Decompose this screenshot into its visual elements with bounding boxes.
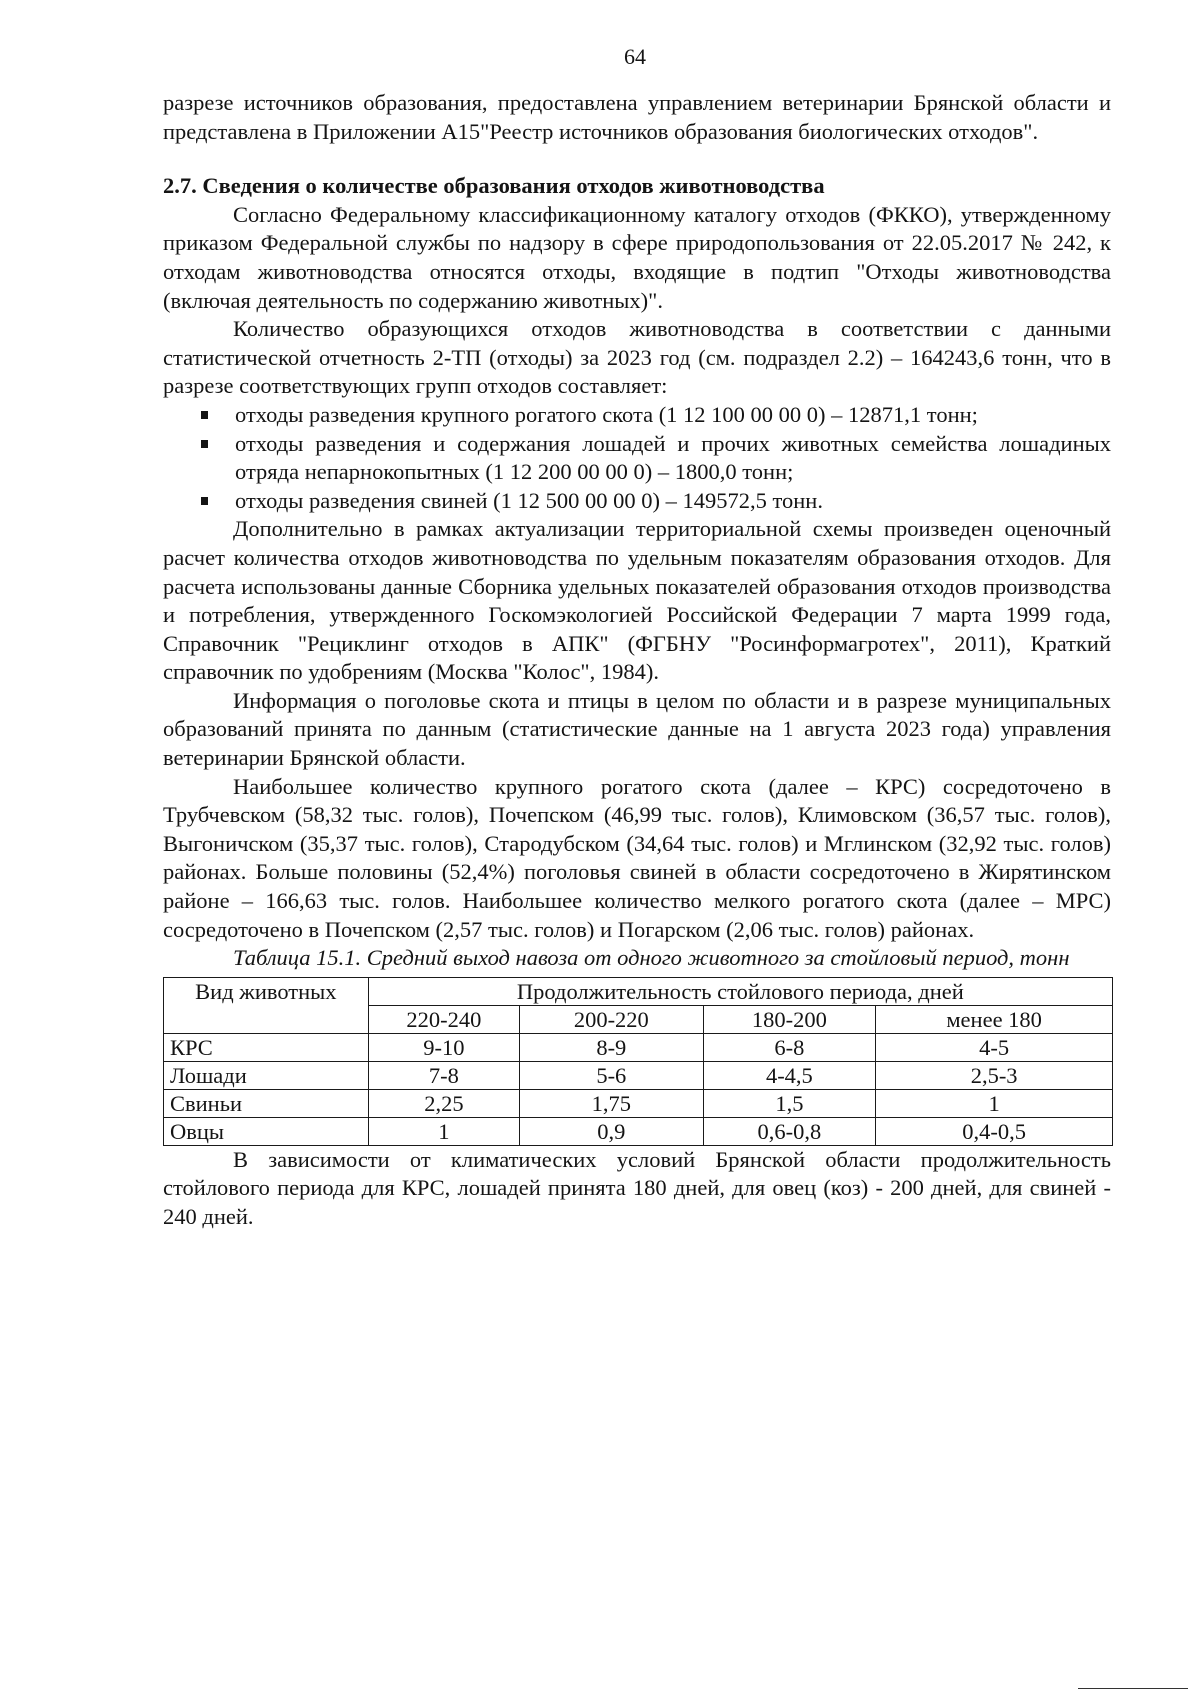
- table-row: [164, 1061, 1113, 1089]
- bullet-icon: [201, 497, 208, 505]
- page-content: [163, 89, 1111, 1232]
- paragraph-fkko: Согласно Федеральному классификационному каталогу отходов (ФККО), утвержденному приказом Федеральной службы по надзору в сфере природопользования от 22.05.2017 № 242, к отходам животноводства относятся отходы, входящие в подтип "Отходы животноводства (включая деятельность по содержанию животных)".: [163, 201, 1111, 313]
- list-item-text: отходы разведения крупного рогатого скота (1 12 100 00 00 0) – 12871,1 тонн;: [235, 401, 978, 427]
- table-cell: 1: [876, 1089, 1113, 1117]
- table-cell: КРС: [164, 1033, 369, 1061]
- table-header-cell: 180-200: [703, 1005, 876, 1033]
- table-cell: 8-9: [520, 1033, 703, 1061]
- table-cell: 4-4,5: [703, 1061, 876, 1089]
- footer-line: [1078, 1688, 1188, 1689]
- table-cell: 6-8: [703, 1033, 876, 1061]
- section-heading: 2.7. Сведения о количестве образования отходов животноводства: [163, 173, 825, 199]
- table-cell: 0,4-0,5: [876, 1117, 1113, 1145]
- table-cell: 5-6: [520, 1061, 703, 1089]
- table-header-cell: менее 180: [876, 1005, 1113, 1033]
- waste-groups-list: [163, 401, 1111, 515]
- paragraph-livestock-info: Информация о поголовье скота и птицы в целом по области и в разрезе муниципальных образований принята по данным (статистические данные на 1 августа 2023 года) управления ветеринарии Брянской области.: [163, 687, 1111, 771]
- spacer: [163, 146, 1111, 172]
- table-cell: 7-8: [368, 1061, 519, 1089]
- table-header-cell: 200-220: [520, 1005, 703, 1033]
- table-caption: Таблица 15.1. Средний выход навоза от одного животного за стойловый период, тонн: [233, 945, 1070, 971]
- bullet-icon: [201, 411, 208, 419]
- bullet-icon: [201, 440, 208, 448]
- table-header-cell: Продолжительность стойлового периода, дней: [368, 977, 1112, 1005]
- paragraph-stall-period: В зависимости от климатических условий Брянской области продолжительность стойлового периода для КРС, лошадей принята 180 дней, для овец (коз) - 200 дней, для свиней - 240 дней.: [163, 1146, 1111, 1229]
- paragraph-livestock-districts: Наибольшее количество крупного рогатого скота (далее – КРС) сосредоточено в Трубчевском (58,32 тыс. голов), Почепском (46,99 тыс. голов), Климовском (36,57 тыс. голов), Выгоничском (35,37 тыс. голов), Стародубском (34,64 тыс. голов) и Мглинском (32,92 тыс. голов) районах. Больше половины (52,4%) поголовья свиней в области сосредоточено в Жирятинском районе – 166,63 тыс. голов. Наибольшее количество мелкого рогатого скота (далее – МРС) сосредоточено в Почепском (2,57 тыс. голов) и Погарском (2,06 тыс. голов) районах.: [163, 773, 1111, 942]
- manure-output-table: [163, 977, 1113, 1146]
- list-item: [163, 401, 1111, 430]
- list-item: [163, 430, 1111, 487]
- table-cell: 2,25: [368, 1089, 519, 1117]
- table-header-row: [164, 977, 1113, 1005]
- table-header-cell: Вид животных: [164, 977, 369, 1033]
- table-cell: Свиньи: [164, 1089, 369, 1117]
- paragraph-estimation: Дополнительно в рамках актуализации территориальной схемы произведен оценочный расчет количества отходов животноводства по удельным показателям образования отходов. Для расчета использованы данные Сборника удельных показателей образования отходов производства и потребления, утвержденного Госкомэкологией Российской Федерации 7 марта 1999 года, Справочник "Рециклинг отходов в АПК" (ФГБНУ "Росинформагротех", 2011), Краткий справочник по удобрениям (Москва "Колос", 1984).: [163, 516, 1111, 685]
- table-cell: Лошади: [164, 1061, 369, 1089]
- page-number: 64: [624, 44, 646, 69]
- list-item-text: отходы разведения и содержания лошадей и прочих животных семейства лошадиных отряда непарнокопытных (1 12 200 00 00 0) – 1800,0 тонн;: [235, 430, 1111, 485]
- list-item-text: отходы разведения свиней (1 12 500 00 00 0) – 149572,5 тонн.: [235, 487, 823, 513]
- table-row: [164, 1117, 1113, 1145]
- intro-paragraph: разрезе источников образования, предоставлена управлением ветеринарии Брянской области и представлена в Приложении А15"Реестр источников образования биологических отходов".: [163, 90, 1111, 144]
- table-cell: 2,5-3: [876, 1061, 1113, 1089]
- table-cell: Овцы: [164, 1117, 369, 1145]
- table-cell: 9-10: [368, 1033, 519, 1061]
- table-cell: 0,6-0,8: [703, 1117, 876, 1145]
- table-cell: 1,5: [703, 1089, 876, 1117]
- list-item: [163, 487, 1111, 516]
- table-row: [164, 1033, 1113, 1061]
- table-cell: 4-5: [876, 1033, 1113, 1061]
- table-cell: 1: [368, 1117, 519, 1145]
- table-row: [164, 1089, 1113, 1117]
- table-header-cell: 220-240: [368, 1005, 519, 1033]
- table-cell: 1,75: [520, 1089, 703, 1117]
- table-cell: 0,9: [520, 1117, 703, 1145]
- paragraph-waste-amount: Количество образующихся отходов животноводства в соответствии с данными статистической отчетность 2-ТП (отходы) за 2023 год (см. подраздел 2.2) – 164243,6 тонн, что в разрезе соответствующих групп отходов составляет:: [163, 316, 1111, 399]
